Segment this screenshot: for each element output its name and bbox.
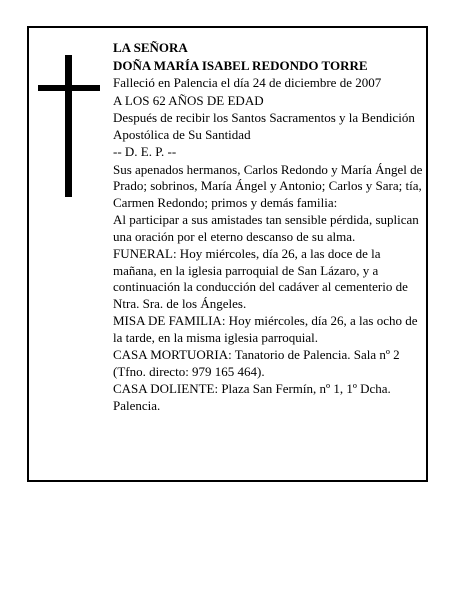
deceased-name: DOÑA MARÍA ISABEL REDONDO TORRE: [113, 57, 368, 73]
rip-line: -- D. E. P. --: [113, 144, 177, 159]
cross-horizontal-bar: [38, 85, 100, 91]
death-place-date: Falleció en Palencia el día 24 de diciembre de 2007: [113, 75, 382, 90]
mourners-paragraph: Sus apenados hermanos, Carlos Redondo y María Ángel de Prado; sobrinos, María Ángel y Antonio; Carlos y Sara; tía, Carmen Redondo; primos y demás familia:: [113, 161, 423, 210]
deceased-title: LA SEÑORA: [113, 40, 188, 55]
sacraments-note: Después de recibir los Santos Sacramentos y la Bendición Apostólica de Su Santidad: [113, 110, 415, 142]
age-at-death: A LOS 62 AÑOS DE EDAD: [113, 92, 264, 108]
funeral-details: FUNERAL: Hoy miércoles, día 26, a las doce de la mañana, en la iglesia parroquial de San Lázaro, y a continuación la conducción del cadáver al cementerio de Ntra. Sra. de los Ángeles.: [113, 246, 408, 311]
obituary-text: [113, 40, 423, 415]
funeral-home-details: CASA MORTUORIA: Tanatorio de Palencia. Sala nº 2 (Tfno. directo: 979 165 464).: [113, 347, 400, 379]
family-home-details: CASA DOLIENTE: Plaza San Fermín, nº 1, 1º Dcha. Palencia.: [113, 381, 391, 413]
prayer-request: Al participar a sus amistades tan sensible pérdida, suplican una oración por el eterno descanso de su alma.: [113, 212, 419, 244]
family-mass-details: MISA DE FAMILIA: Hoy miércoles, día 26, a las ocho de la tarde, en la misma iglesia parroquial.: [113, 313, 418, 345]
cross-vertical-bar: [65, 55, 72, 197]
cross-icon: [38, 55, 100, 197]
